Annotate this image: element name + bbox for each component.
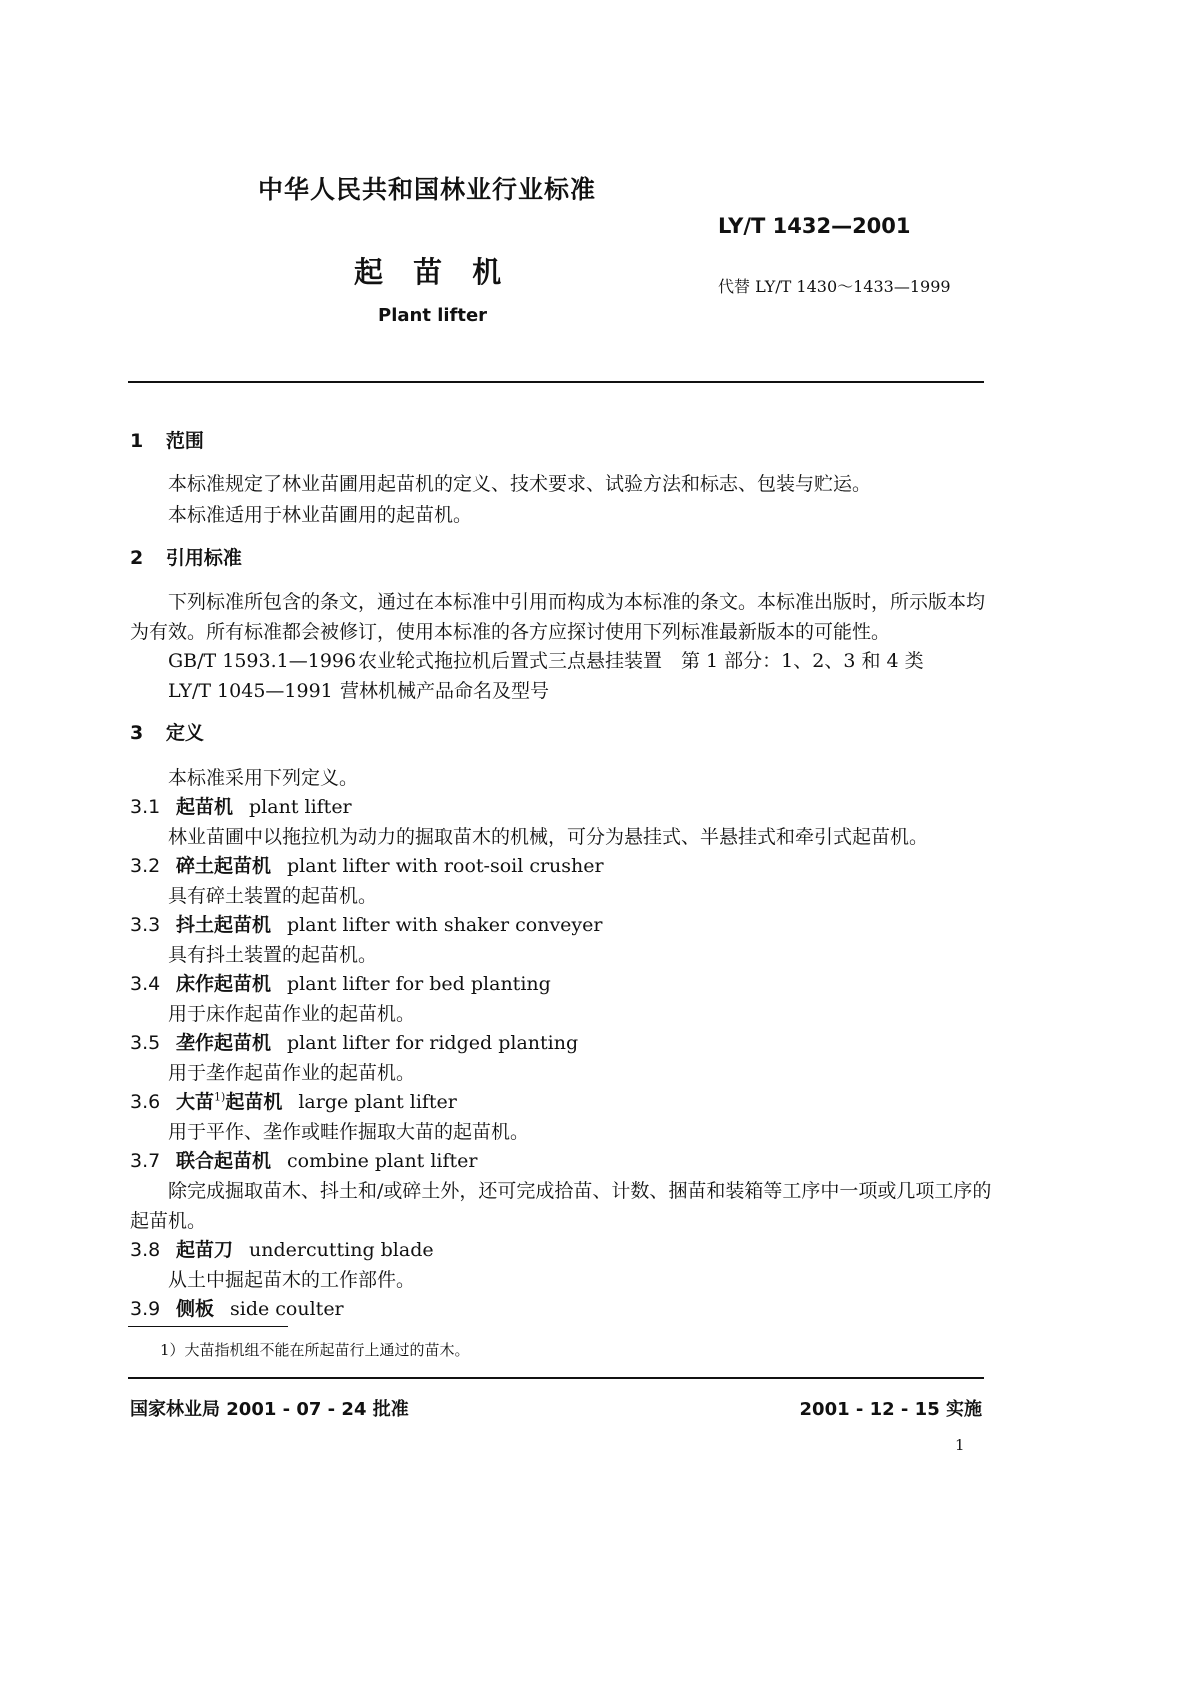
section-1-para-2: 本标准适用于林业苗圃用的起苗机。	[168, 504, 473, 526]
definition-term: 碎土起苗机	[176, 855, 272, 877]
definition-number: 3.3	[130, 914, 161, 936]
definition-number: 3.5	[130, 1032, 161, 1054]
definition-description: 用于床作起苗作业的起苗机。	[168, 1003, 416, 1025]
definition-description: 用于垄作起苗作业的起苗机。	[168, 1062, 416, 1084]
definition-term-en: undercutting blade	[249, 1239, 434, 1261]
definition-term-en: large plant lifter	[298, 1091, 457, 1113]
reference-item	[168, 646, 924, 673]
header-rule	[128, 381, 984, 383]
replaces-note: 代替 LY/T 1430～1433—1999	[718, 277, 951, 296]
reference-item	[168, 676, 549, 703]
section-number: 3	[130, 722, 144, 744]
definition-description: 用于平作、垄作或畦作掘取大苗的起苗机。	[168, 1121, 530, 1143]
section-3-intro: 本标准采用下列定义。	[168, 767, 359, 789]
definition-number: 3.7	[130, 1150, 161, 1172]
definition-term-line	[130, 1235, 434, 1262]
section-1-heading	[130, 426, 204, 453]
footnote-marker: 1)	[214, 1090, 226, 1104]
reference-code: LY/T 1045—1991	[168, 680, 333, 702]
definition-term-line	[130, 969, 551, 996]
definition-description: 具有碎土装置的起苗机。	[168, 885, 378, 907]
reference-code: GB/T 1593.1—1996	[168, 650, 357, 672]
section-title: 范围	[165, 430, 204, 452]
definition-term-en: plant lifter with root-soil crusher	[287, 855, 604, 877]
definition-number: 3.8	[130, 1239, 161, 1261]
definition-description: 林业苗圃中以拖拉机为动力的掘取苗木的机械，可分为悬挂式、半悬挂式和牵引式起苗机。	[168, 826, 929, 848]
standard-number: LY/T 1432—2001	[718, 214, 911, 238]
definition-term-en: plant lifter with shaker conveyer	[287, 914, 603, 936]
definition-number: 3.2	[130, 855, 161, 877]
definition-term: 垄作起苗机	[176, 1032, 272, 1054]
section-title: 定义	[165, 722, 204, 744]
definition-term: 起苗刀	[176, 1239, 234, 1261]
definition-term: 抖土起苗机	[176, 914, 272, 936]
definition-term: 侧板	[176, 1298, 215, 1320]
definition-term-en: side coulter	[230, 1298, 344, 1320]
reference-title: 营林机械产品命名及型号	[340, 680, 550, 702]
approval-date: 国家林业局 2001 - 07 - 24 批准	[130, 1399, 409, 1420]
section-2-para-line-2: 为有效。所有标准都会被修订，使用本标准的各方应探讨使用下列标准最新版本的可能性。	[130, 621, 891, 643]
definition-term: 起苗机	[176, 796, 234, 818]
section-title: 引用标准	[165, 547, 242, 569]
document-title-en: Plant lifter	[378, 305, 488, 326]
effective-date: 2001 - 12 - 15 实施	[799, 1399, 982, 1420]
definition-term-en: combine plant lifter	[287, 1150, 478, 1172]
definition-term-line	[130, 1146, 478, 1173]
definition-term-line	[130, 1294, 344, 1321]
definition-term-en: plant lifter for bed planting	[287, 973, 551, 995]
section-number: 1	[130, 430, 144, 452]
definition-number: 3.9	[130, 1298, 161, 1320]
definition-term-line	[130, 1087, 457, 1114]
definition-term-line	[130, 1028, 578, 1055]
section-2-para-line-1: 下列标准所包含的条文，通过在本标准中引用而构成为本标准的条文。本标准出版时，所示版本均	[168, 591, 986, 613]
footnote: 1）大苗指机组不能在所起苗行上通过的苗木。	[160, 1341, 470, 1359]
definition-term-line	[130, 910, 602, 937]
section-3-heading	[130, 718, 204, 745]
definition-term: 大苗	[176, 1091, 215, 1113]
definition-description: 从土中掘起苗木的工作部件。	[168, 1269, 416, 1291]
definition-number: 3.1	[130, 796, 161, 818]
document-title: 起 苗 机	[354, 255, 512, 289]
definition-description: 起苗机。	[130, 1210, 207, 1232]
page-number: 1	[955, 1436, 965, 1454]
definition-term: 床作起苗机	[176, 973, 272, 995]
definition-term-en: plant lifter for ridged planting	[287, 1032, 579, 1054]
definition-term-en: plant lifter	[249, 796, 352, 818]
org-title: 中华人民共和国林业行业标准	[258, 175, 597, 204]
definition-term: 起苗机	[225, 1091, 283, 1113]
definition-term-line	[130, 792, 352, 819]
reference-title: 农业轮式拖拉机后置式三点悬挂装置 第 1 部分：1、2、3 和 4 类	[358, 650, 924, 672]
definition-term: 联合起苗机	[176, 1150, 272, 1172]
definition-description: 除完成掘取苗木、抖土和/或碎土外，还可完成拾苗、计数、捆苗和装箱等工序中一项或几项工序的	[168, 1180, 992, 1202]
definition-description: 具有抖土装置的起苗机。	[168, 944, 378, 966]
definition-number: 3.6	[130, 1091, 161, 1113]
section-2-heading	[130, 543, 242, 570]
section-number: 2	[130, 547, 144, 569]
definition-number: 3.4	[130, 973, 161, 995]
section-1-para-1: 本标准规定了林业苗圃用起苗机的定义、技术要求、试验方法和标志、包装与贮运。	[168, 473, 872, 495]
footnote-rule	[128, 1326, 288, 1327]
footer-rule	[128, 1377, 984, 1379]
definition-term-line	[130, 851, 604, 878]
